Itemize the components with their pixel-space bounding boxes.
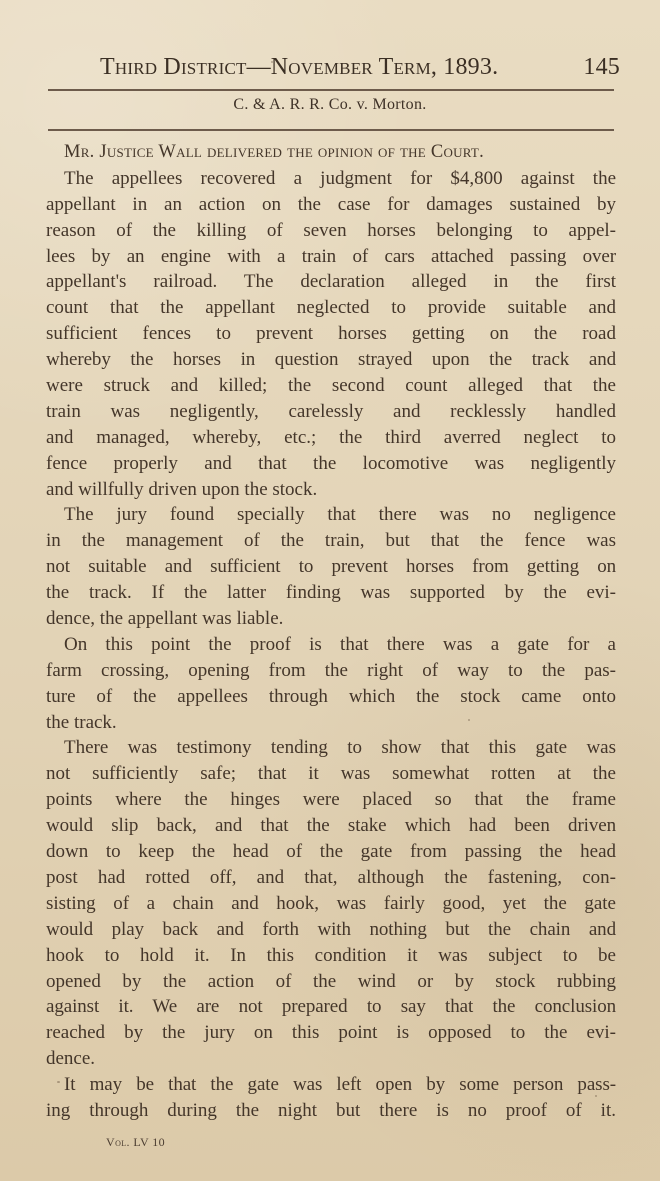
body-line: count that the appellant neglected to provide suitable and [46,297,616,319]
paper-speck [57,1081,60,1083]
body-line: were struck and killed; the second count alleged that the [46,375,616,397]
paper-speck [468,719,470,721]
body-line: the track. If the latter finding was supported by the evi- [46,582,616,604]
header-rule-bottom [48,129,614,131]
body-line: appellant's railroad. The declaration alleged in the first [46,271,616,293]
body-line: whereby the horses in question strayed upon the track and [46,349,616,371]
body-line: down to keep the head of the gate from passing the head [46,841,616,863]
header-rule-top [48,89,614,91]
body-line: opened by the action of the wind or by stock rubbing [46,970,616,992]
body-line: The jury found specially that there was no negligence [64,504,616,526]
case-caption: C. & A. R. R. Co. v. Morton. [233,96,427,113]
body-line: sufficient fences to prevent horses getting on the road [46,323,616,345]
opinion-text [46,140,616,1124]
opinion-heading-line: Mr. Justice Wall delivered the opinion of the Court. [64,142,484,162]
body-line: dence. [46,1048,96,1070]
body-line: the track. [46,711,117,733]
body-line: It may be that the gate was left open by some person pass- [64,1074,616,1096]
body-line: The appellees recovered a judgment for $4,800 against the [64,167,616,189]
body-line: post had rotted off, and that, although the fastening, con- [46,866,616,888]
body-line: not sufficiently safe; that it was somewhat rotten at the [46,763,616,785]
body-line: There was testimony tending to show that this gate was [64,737,616,759]
body-line: hook to hold it. In this condition it was subject to be [46,944,616,966]
body-line: fence properly and that the locomotive was negligently [46,452,616,474]
running-header [100,50,620,84]
body-line: sisting of a chain and hook, was fairly good, yet the gate [46,892,616,914]
body-line: dence, the appellant was liable. [46,608,284,630]
body-line: would slip back, and that the stake which had been driven [46,815,616,837]
paper-speck [271,61,273,63]
body-line: and willfully driven upon the stock. [46,478,318,500]
body-line: ing through during the night but there is no proof of it. [46,1099,616,1121]
volume-footer: Vol. LV 10 [106,1135,166,1149]
body-line: against it. We are not prepared to say that the conclusion [46,996,616,1018]
body-line: lees by an engine with a train of cars attached passing over [46,245,616,267]
body-line: farm crossing, opening from the right of way to the pas- [46,659,616,681]
body-line: reason of the killing of seven horses belonging to appel- [46,219,616,241]
body-line: On this point the proof is that there was a gate for a [64,633,616,655]
body-line: reached by the jury on this point is opposed to the evi- [46,1022,616,1044]
body-line: would play back and forth with nothing but the chain and [46,918,616,940]
body-line: points where the hinges were placed so that the frame [46,789,616,811]
body-line: appellant in an action on the case for damages sustained by [46,193,616,215]
body-line: and managed, whereby, etc.; the third averred neglect to [46,426,616,448]
body-line: in the management of the train, but that the fence was [46,530,616,552]
running-header-title: Third District—November Term, 1893. [100,54,499,80]
paper-speck [595,1095,597,1097]
page-number: 145 [583,54,620,80]
body-line: ture of the appellees through which the stock came onto [46,685,616,707]
body-line: train was negligently, carelessly and recklessly handled [46,400,616,422]
body-line: not suitable and sufficient to prevent horses from getting on [46,556,616,578]
